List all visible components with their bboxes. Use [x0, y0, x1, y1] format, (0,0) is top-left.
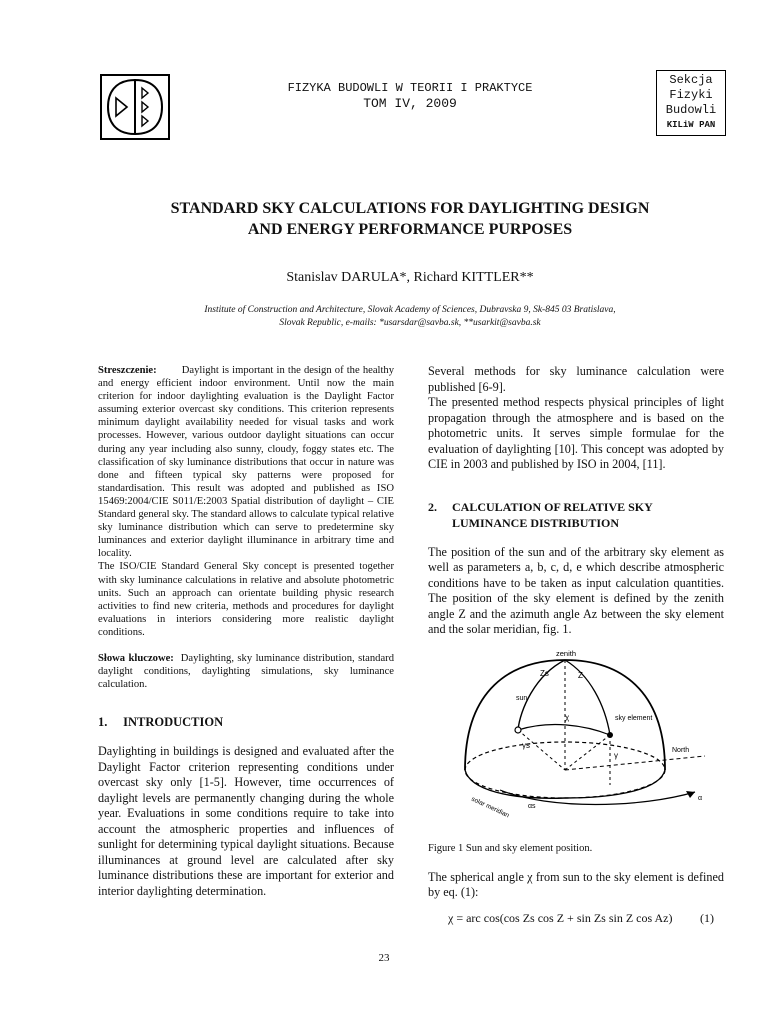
section-number: 1.: [98, 715, 108, 730]
section-box: [656, 70, 726, 136]
journal-header: [240, 80, 580, 112]
section-box-line: Budowli: [665, 103, 717, 117]
equation-1: [428, 911, 724, 926]
paper-title: [110, 198, 710, 240]
title-line: AND ENERGY PERFORMANCE PURPOSES: [247, 221, 573, 238]
alpha-label: α: [698, 794, 703, 802]
abstract-text-2: The ISO/CIE Standard General Sky concept is presented together with sky luminance calculations in relative and absolute photometric units. Such an approach can orientate building physic research activities to find new criteria, methods and procedures for daylight evaluations in interiors considering more realistic daylight conditions.: [98, 561, 394, 638]
intro-paragraph-2: The presented method respects physical principles of light propagation through the atmosphere and is based on the photometric units. It serves simple formulae for the evaluation of daylighting [10]. This concept was adopted by CIE in 2003 and published by ISO in 2004, [11].: [428, 395, 724, 471]
figure-caption: Figure 1 Sun and sky element position.: [428, 842, 593, 854]
keywords-text: Daylighting, sky luminance distribution, standard daylight conditions, daylighting simulations, sky luminance calculation.: [98, 652, 394, 691]
equation-expression: χ = arc cos(cos Zs cos Z + sin Zs sin Z cos Az): [448, 910, 673, 925]
introduction-text: Daylighting in buildings is designed and evaluated after the Daylight Factor criterion representing conditions under overcast sky only [1-5]. However, time occurrences of daylight levels are permanently changing during the whole year. Evaluations in some conditions require to take into account the atmospheric properties and influences of sunlight for determining typical daylight situations. Because illuminances at ground level are calculated after sky luminance distributions these are important for exterior and interior daylighting determination.: [98, 744, 394, 898]
sun-marker: [515, 727, 521, 733]
sky-element-marker: [607, 732, 613, 738]
keywords: [98, 652, 394, 691]
alpha-s-label: αs: [528, 802, 536, 810]
section-2-heading: [428, 499, 724, 531]
abstract: [98, 364, 394, 560]
section-box-line: Fizyki: [669, 88, 713, 102]
sky-element-ray: [565, 735, 610, 770]
after-figure-text: The spherical angle χ from sun to the sky element is defined by eq. (1):: [428, 869, 724, 899]
north-label: North: [672, 746, 690, 754]
journal-logo: [100, 74, 170, 140]
page-number: 23: [378, 952, 390, 964]
abstract-label: Streszczenie:: [98, 365, 157, 376]
affiliation-line: Slovak Republic, e-mails: *usarsdar@savba.sk, **usarkit@savba.sk: [279, 318, 541, 328]
zenith-label: zenith: [556, 649, 577, 658]
section-box-line: Sekcja: [669, 73, 713, 87]
sky-element-label: sky element: [615, 714, 653, 722]
title-line: STANDARD SKY CALCULATIONS FOR DAYLIGHTING DESIGN: [170, 200, 650, 217]
section-2-text: The position of the sun and of the arbitrary sky element as well as parameters a, b, c, d, e which describe atmospheric conditions have to be taken as input calculation quantities. The position of the sky element is defined by the zenith angle Z and the azimuth angle Az between the sky element and the solar meridian, fig. 1.: [428, 544, 724, 636]
gamma-s-label: γs: [522, 740, 530, 750]
left-column: [98, 364, 394, 899]
sky-element-arc: [565, 660, 610, 735]
abstract-text: Daylight is important in the design of the healthy and energy efficient indoor environment. Until now the main criterion for indoor daylighting evaluation is the Daylight Factor assuming exterior overcast sky conditions. This criterion represents minimum daylight availability needed for visual tasks and work processes. However, various outdoor daylight situations can occur during any year including also sunny, cloudy, foggy states etc. The classification of sky luminance distributions that occur in nature was done and fifteen typical sky patterns were proposed for standardisation. This result was adopted and published as ISO 15469:2004/CIE S011/E:2003 Spatial distribution of daylight – CIE Standard general sky. The standard allows to calculate typical relative sky luminance distribution which can serve to predetermine sky luminances and exterior daylight illuminance in arbitrary time and locality.: [98, 365, 395, 560]
gamma-label: γ: [614, 750, 618, 760]
intro-paragraph-1: Several methods for sky luminance calculation were published [6-9].: [428, 364, 724, 394]
equation-number: (1): [700, 910, 714, 925]
section-box-line: KILiW PAN: [666, 120, 716, 130]
journal-name: FIZYKA BUDOWLI W TEORII I PRAKTYCE: [287, 81, 533, 95]
sky-element-diagram: [440, 650, 720, 820]
north-line: [565, 756, 705, 770]
section-number: 2.: [428, 499, 437, 514]
affiliation: [150, 304, 670, 330]
section-title: CALCULATION OF RELATIVE SKY LUMINANCE DISTRIBUTION: [452, 499, 653, 530]
keywords-label: Słowa kluczowe:: [98, 652, 174, 664]
horizon-front-arc: [465, 770, 665, 798]
zs-label: Zs: [540, 668, 549, 678]
chi-label: χ: [565, 712, 570, 722]
solar-meridian-label: solar meridian: [470, 795, 511, 819]
sun-ray: [518, 730, 565, 770]
z-label: Z: [578, 670, 583, 680]
journal-volume: TOM IV, 2009: [363, 96, 457, 111]
section-1-heading: [98, 715, 394, 730]
chi-arc: [518, 724, 610, 734]
authors: Stanislav DARULA*, Richard KITTLER**: [286, 270, 534, 285]
sun-label: sun: [516, 694, 528, 702]
affiliation-line: Institute of Construction and Architecture, Slovak Academy of Sciences, Dubravska 9, Sk-845 03 Bratislava,: [204, 305, 616, 315]
section-title: INTRODUCTION: [123, 715, 224, 730]
right-column: [428, 364, 724, 926]
